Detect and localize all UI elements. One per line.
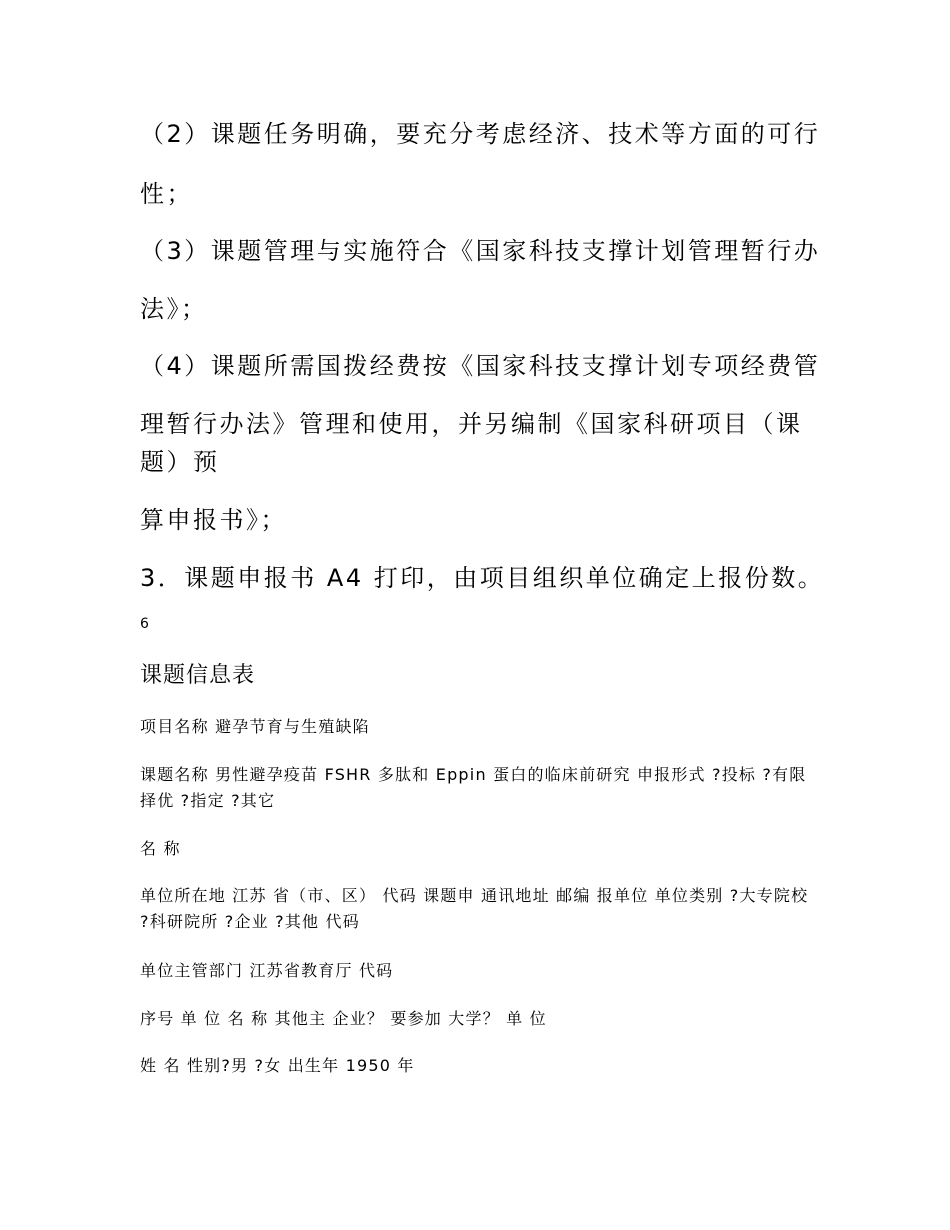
requirement-line-4-part3: 算申报书》； [140,506,287,534]
form-title: 课题信息表 [140,663,256,688]
form-field-person-info: 姓 名 性别?男 ?女 出生年 1950 年 [140,1056,415,1075]
requirement-line-4-part1: （4）课题所需国拨经费按《国家科技支撑计划专项经费管 [140,352,821,380]
form-field-unit-location: 单位所在地 江苏 省（市、区） 代码 课题申 通讯地址 邮编 报单位 单位类别 ?大专院校 ?科研院所 ?企业 ?其他 代码 [140,886,809,931]
requirement-line-3-part1: （3）课题管理与实施符合《国家科技支撑计划管理暂行办 [140,237,821,265]
requirement-line-2-part2: 性； [140,180,193,208]
requirement-line-2-part1: （2）课题任务明确，要充分考虑经济、技术等方面的可行 [140,120,821,148]
requirement-line-4-part2: 理暂行办法》管理和使用，并另编制《国家科研项目（课题）预 [140,410,803,476]
form-field-project-name: 项目名称 避孕节育与生殖缺陷 [140,717,370,736]
page-number: 6 [140,616,149,632]
form-field-supervising-dept: 单位主管部门 江苏省教育厅 代码 [140,961,394,980]
requirement-line-3-part2: 法》； [140,295,208,323]
form-field-name: 名 称 [140,839,181,858]
print-instruction: 3．课题申报书 A4 打印，由项目组织单位确定上报份数。 [140,564,825,592]
form-field-participants-header: 序号 单 位 名 称 其他主 企业？ 要参加 大学？ 单 位 [140,1009,547,1028]
form-field-subject-name: 课题名称 男性避孕疫苗 FSHR 多肽和 Eppin 蛋白的临床前研究 申报形式 ?投标 ?有限择优 ?指定 ?其它 [140,765,807,810]
